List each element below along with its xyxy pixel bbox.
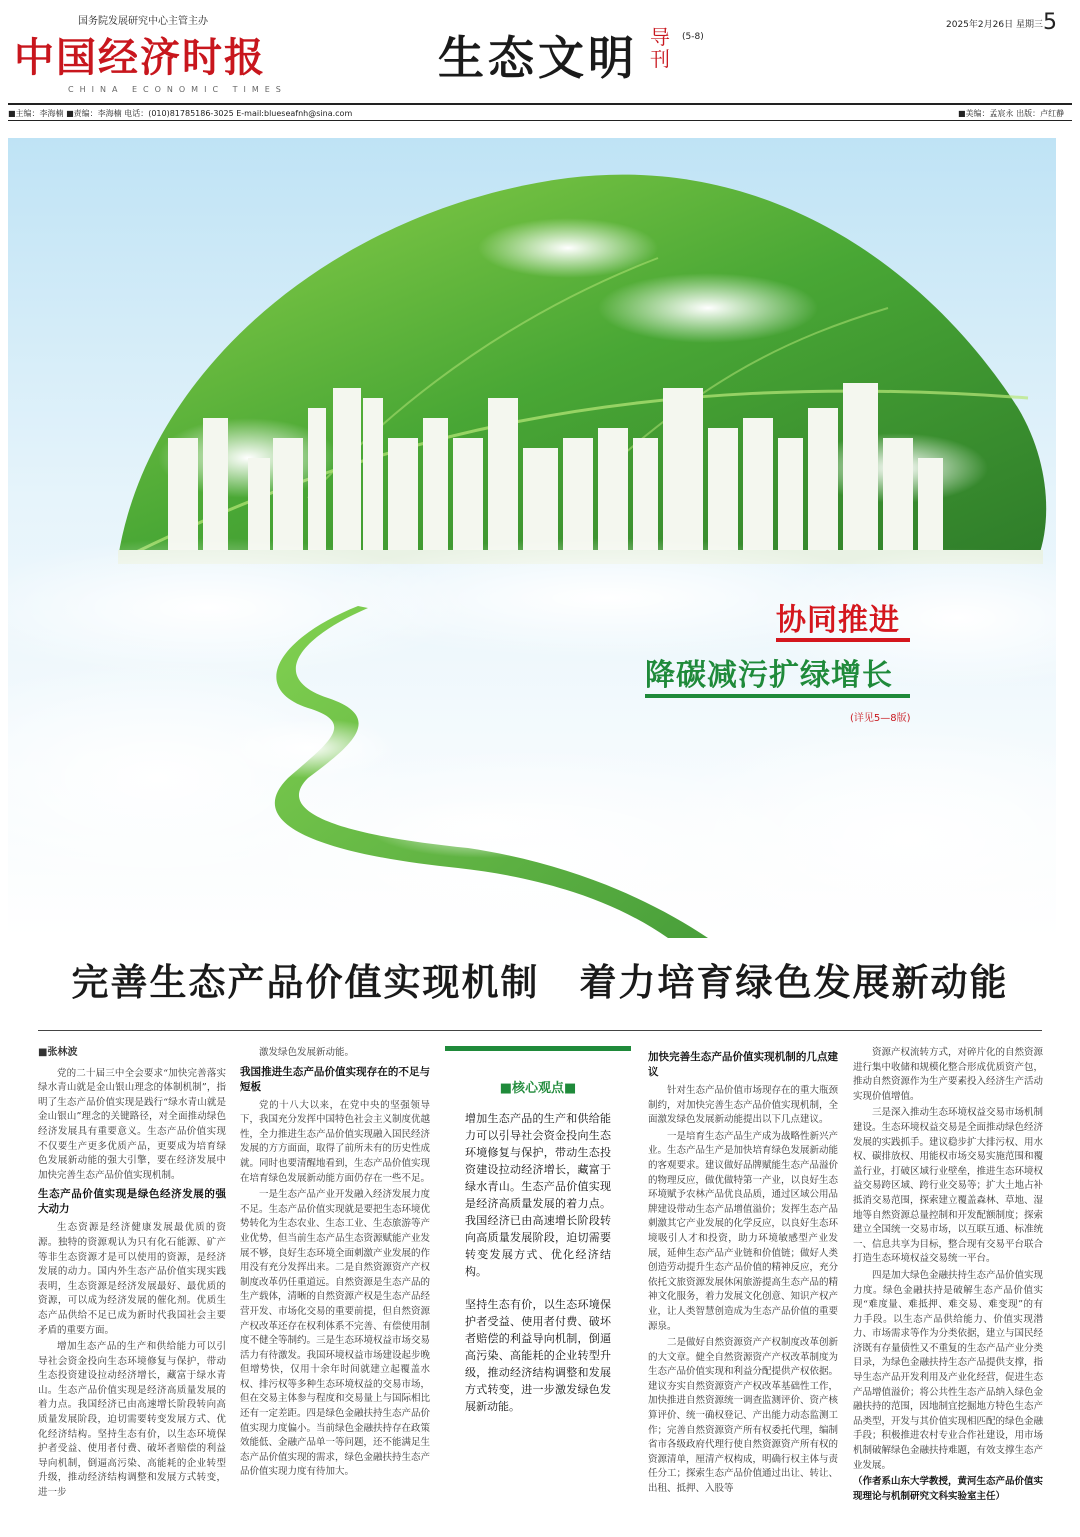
paragraph: 二是做好自然资源资产产权制度改革创新的大文章。健全自然资源资产产权改革制度为生态产品价值实现和利益分配提供产权依据。建议夯实自然资源资产产权改革基础性工作，加快推进自然资源统一调查监测评价、资产核算评价、统一确权登记、产出能力动态监测工作；完善自然资源资产所有权委托代理，编制省市各级政府代理行使自然资源资产所有权的资源清单，厘清产权构成，明确行权主体与责任分工；探索生态产品价值通过出让、转让、出租、抵押、入股等 bbox=[648, 1337, 839, 1495]
page-number: 5 bbox=[1043, 10, 1057, 35]
paragraph: 党的十八大以来，在党中央的坚强领导下，我国充分发挥中国特色社会主义制度优越性，全力推进生态产品价值实现融入国民经济发展的方方面面，取得了前所未有的历史性成就。同时也要清醒地看到，生态产品价值实现在培育绿色发展新动能方面仍存在一些不足。 bbox=[240, 1099, 431, 1184]
headline-part-2: 着力培育绿色发展新动能 bbox=[579, 960, 1009, 1004]
paragraph: 资源产权流转方式，对碎片化的自然资源进行集中收储和规模化整合形成优质资产包，推动自然资源作为生产要素投入经济生产活动实现价值增值。 bbox=[853, 1047, 1044, 1102]
article-column-1 bbox=[38, 1046, 226, 1503]
designer-line: ■美编：孟宸永 出版：卢红静 bbox=[958, 109, 1065, 118]
editors-line: ■主编：李海楠 ■责编：李海楠 电话：(010)81785186-3025 E-mail:blueseafnh@sina.com bbox=[8, 109, 353, 118]
paragraph: 党的二十届三中全会要求“加快完善落实绿水青山就是金山银山理念的体制机制”，指明了生态产品价值实现是践行“绿水青山就是金山银山”理念的关键路径，对全面推动绿色经济发展具有重要意义。生态产品价值实现不仅要生产更多优质产品，更要成为培育绿色发展新动能的强大引擎，要在经济发展中加快完善生态产品价值实现机制。 bbox=[38, 1067, 226, 1181]
byline: ■张林波 bbox=[38, 1047, 78, 1058]
hero-headline-green: 降碳减污扩绿增长 bbox=[645, 658, 893, 693]
newspaper-logo-english: CHINA ECONOMIC TIMES bbox=[68, 85, 287, 94]
core-paragraph: 增加生态产品的生产和供给能力可以引导社会资金投向生态环境修复与保护，带动生态投资建设拉动经济增长，藏富于绿水青山。生态产品价值实现是经济高质量发展的着力点。我国经济已由高速增长阶段转向高质量发展阶段，迫切需要转变发展方式、优化经济结构。 bbox=[465, 1112, 611, 1278]
subheading: 生态产品价值实现是绿色经济发展的强大动力 bbox=[38, 1188, 226, 1216]
issue-date: 2025年2月26日 星期三 bbox=[946, 20, 1043, 30]
headline-rule bbox=[38, 1030, 1042, 1031]
article-column-2 bbox=[240, 1046, 430, 1482]
paragraph: 激发绿色发展新动能。 bbox=[259, 1047, 355, 1058]
hero-see-pages: (详见5—8版) bbox=[850, 713, 911, 724]
article-headline bbox=[0, 952, 1080, 1006]
leaf-city-artwork bbox=[8, 138, 1056, 938]
core-heading: ■核心观点■ bbox=[499, 1081, 577, 1096]
paragraph: 增加生态产品的生产和供给能力可以引导社会资金投向生态环境修复与保护，带动生态投资建设拉动经济增长，藏富于绿水青山。生态产品价值实现是经济高质量发展的着力点。我国经济已由高速增长阶段转向高质量发展阶段，迫切需要转变发展方式、优化经济结构。坚持生态有价，以生态环境保护者受益、使用者付费、破坏者赔偿的利益导向机制，倒逼高污染、高能耗的企业转型升级，推动经济结构调整和发展方式转变，进一步 bbox=[38, 1341, 226, 1499]
paragraph: 三是深入推动生态环境权益交易市场机制建设。生态环境权益交易是全面推动绿色经济发展的实践抓手。建议稳步扩大排污权、用水权、碳排放权、用能权市场交易实施范围和覆盖行业，打破区域行业壁垒，推进生态环境权益交易跨区域、跨行业交易等；扩大土地占补抵消交易范围，探索建立覆盖森林、草地、湿地等自然资源总量控制和开发配额制度；探索建立全国统一交易市场，以互联互通、标准统一、信息共享为目标，整合现有交易平台联合打造生态环境权益交易统一平台。 bbox=[853, 1107, 1044, 1265]
paragraph: 一是生态产品产业开发融入经济发展力度不足。生态产品价值实现就是要把生态环境优势转化为生态农业、生态工业、生态旅游等产业优势，但当前生态产品生态资源赋能产业发展不够，良好生态环境全面刺激产业发展的作用没有充分发挥出来。二是自然资源资产产权制度改革仍任重道远。自然资源是生态产品的生产载体，清晰的自然资源产权是生态产品经营开发、市场化交易的重要前提，但自然资源产权改革还存在权利体系不完善、有偿使用制度不健全等制约。三是生态环境权益市场交易活力有待激发。我国环境权益市场建设起步晚但增势快，仅用十余年时间就建立起覆盖水权、排污权等多种生态环境权益的交易市场，但在交易主体参与程度和交易量上与国际相比还有一定差距。四是绿色金融扶持生态产品价值实现力度偏小。当前绿色金融扶持存在政策效能低、金融产品单一等问题，还不能满足生态产品价值实现的需求，绿色金融扶持生态产品价值实现力度有待加大。 bbox=[240, 1189, 431, 1478]
subheading: 我国推进生态产品价值实现存在的不足与短板 bbox=[240, 1065, 430, 1093]
sponsor-line: 国务院发展研究中心主管主办 bbox=[78, 16, 208, 27]
paragraph: 四是加大绿色金融扶持生态产品价值实现力度。绿色金融扶持是破解生态产品价值实现“难度量、难抵押、难交易、难变现”的有力手段。以生态产品供给能力、价值实现潜力、市场需求等作为分类依据，建立与国民经济既有存量债性又不重复的生态产品产业分类目录，为绿色金融扶持生态产品提供支撑，指导生态产品开发利用及产业化经营，促进生态产品增值溢价；将公共性生态产品纳入绿色金融扶持的范围，因地制宜挖掘地方特色生态产品类型，开发与其价值实现相匹配的绿色金融手段；积极推进农村专业合作社建设，用市场机制破解绿色金融扶持难题，有效支撑生态产业发展。 bbox=[853, 1269, 1044, 1471]
paragraph: 针对生态产品价值市场现存在的重大瓶颈制约，对加快完善生态产品价值实现机制，全面激发绿色发展新动能提出以下几点建议。 bbox=[648, 1085, 839, 1126]
core-text bbox=[445, 1110, 631, 1415]
headline-part-1: 完善生态产品价值实现机制 bbox=[71, 960, 540, 1004]
newspaper-logo: 中国经济时报 bbox=[14, 34, 266, 81]
article-column-4 bbox=[648, 1046, 838, 1499]
paragraph: 生态资源是经济健康发展最优质的资源。独特的资源观认为只有化石能源、矿产等非生态资源才是可以使用的资源，是经济发展的动力。国内外生态产品价值实现实践表明，生态资源是经济发展最好、最优质的资源，可以成为经济发展的催化剂。优质生态产品供给不足已成为新时代我国社会主要矛盾的重要方面。 bbox=[38, 1222, 226, 1336]
author-note: （作者系山东大学教授，黄河生态产品价值实现理论与机制研究文科实验室主任） bbox=[853, 1476, 1044, 1502]
section-title: 生态文明 bbox=[438, 31, 638, 85]
editors-rule bbox=[8, 120, 1072, 121]
hero-green-underline bbox=[645, 694, 910, 698]
paragraph: 一是培育生态产品生产成为战略性新兴产业。生态产品生产是加快培育绿色发展新动能的客观要求。建议做好品牌赋能生态产品溢价的物理反应，做优做特第一产业，以良好生态环境赋予农林产品优良品质，通过区域公用品牌建设带动生态产品增值溢价；发挥生态产品刺激其它产业发展的化学反应，以良好生态环境吸引人才和投资，助力环境敏感型产业发展，延伸生态产品产业链和价值链；做好人类创造劳动提升生态产品价值的精神反应，充分依托文旅资源发展休闲旅游提高生态产品的精神文化服务，着力发展文化创意、知识产权产业，让人类智慧创造成为生态产品价值的重要源泉。 bbox=[648, 1130, 839, 1332]
hero-illustration bbox=[8, 138, 1056, 938]
page-range: (5-8) bbox=[682, 32, 704, 42]
masthead-rule bbox=[8, 103, 1072, 105]
hero-headline-red: 协同推进 bbox=[776, 603, 900, 638]
core-top-bar bbox=[445, 1046, 631, 1051]
guide-label: 导刊 bbox=[650, 25, 670, 71]
subheading: 加快完善生态产品价值实现机制的几点建议 bbox=[648, 1051, 838, 1078]
article-column-5 bbox=[853, 1046, 1043, 1506]
core-viewpoint-box bbox=[445, 1046, 631, 1431]
hero-red-underline bbox=[776, 638, 910, 642]
core-paragraph: 坚持生态有价，以生态环境保护者受益、使用者付费、破坏者赔偿的利益导向机制，倒逼高污染、高能耗的企业转型升级，推动经济结构调整和发展方式转变，进一步激发绿色发展新动能。 bbox=[465, 1298, 611, 1413]
